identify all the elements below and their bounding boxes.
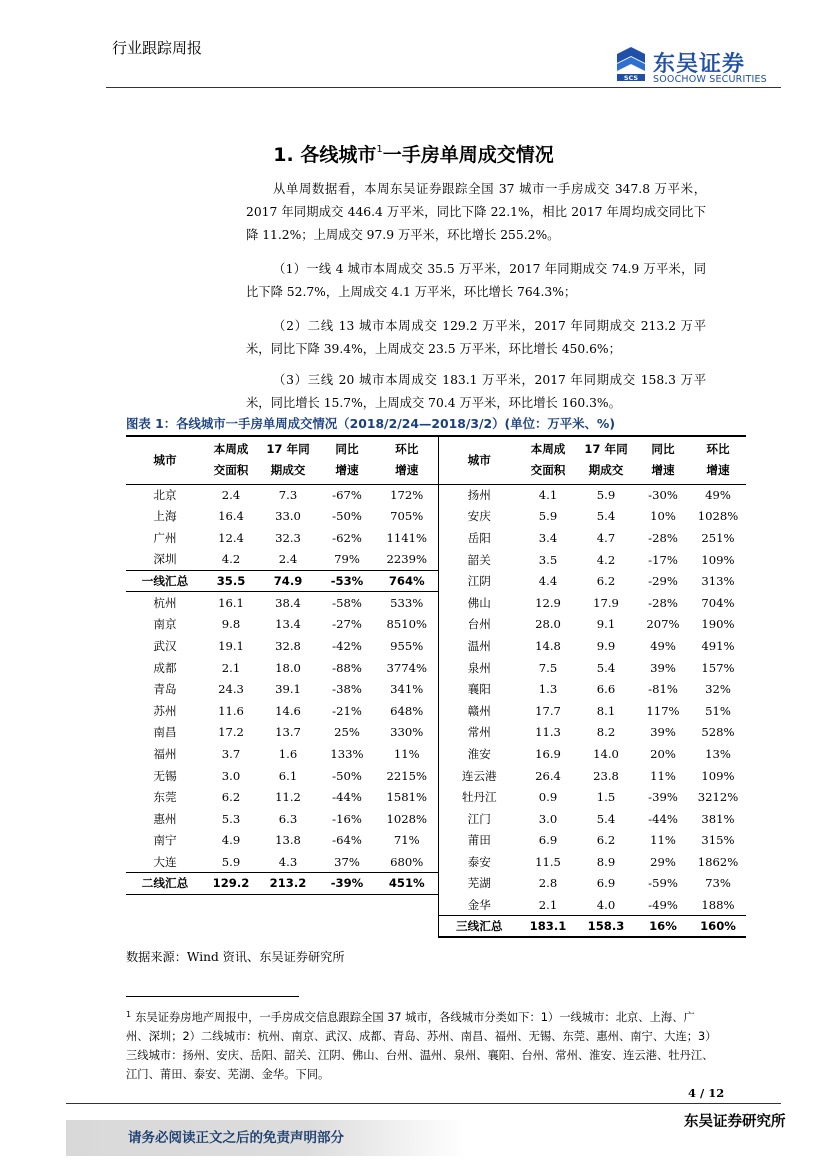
cell-prev-year: 8.2: [596, 725, 616, 740]
empty-cell: [126, 894, 204, 916]
table-row: [126, 873, 746, 895]
cell-prev-year: 14.0: [593, 746, 619, 761]
cell-city: 连云港: [461, 768, 497, 783]
footer-org: 东吴证券研究所: [684, 1114, 786, 1130]
page-number: 4 / 12: [688, 1086, 725, 1100]
cell-wow: 71%: [376, 830, 438, 852]
cell-prev-year: 6.9: [596, 876, 616, 891]
table-row: [126, 916, 746, 938]
cell-prev-year: 32.3: [275, 530, 301, 545]
cell-wow: 160%: [690, 916, 746, 938]
cell-city: 扬州: [467, 488, 491, 503]
table-row: [126, 570, 746, 592]
empty-cell: [318, 894, 376, 916]
cell-wow: 190%: [701, 617, 735, 632]
cell-yoy: -17%: [648, 552, 678, 567]
tier3-paragraph: （3）三线 20 城市本周成交 183.1 万平米，2017 年同期成交 158.3 万平米，同比增长 15.7%，上周成交 70.4 万平米，环比增长 160.3%。: [246, 373, 706, 410]
logo-name-cn: 东吴证券: [653, 52, 746, 77]
cell-city: 金华: [467, 897, 491, 912]
cell-prev-year: 8.9: [596, 854, 616, 869]
table-row: [126, 549, 746, 571]
table-row: [126, 743, 746, 765]
empty-cell: [376, 916, 438, 938]
cell-wow: 1028%: [376, 808, 438, 830]
disclaimer-text: 请务必阅读正文之后的免责声明部分: [128, 1130, 344, 1146]
cell-prev-year: 6.2: [596, 574, 616, 589]
table-row: [126, 506, 746, 528]
cell-city: 广州: [153, 530, 177, 545]
cell-area: 4.4: [538, 574, 558, 589]
cell-prev-year: 7.3: [278, 488, 298, 503]
cell-prev-year: 11.2: [275, 790, 301, 805]
cell-area: 2.1: [538, 897, 558, 912]
cell-area: 11.6: [218, 703, 244, 718]
cell-area: 5.9: [221, 854, 241, 869]
cell-city: 青岛: [153, 682, 177, 697]
cell-city: 佛山: [467, 595, 491, 610]
cell-city: 成都: [153, 660, 177, 675]
cell-yoy: 20%: [650, 746, 676, 761]
cell-city: 上海: [153, 509, 177, 524]
cell-wow: 2239%: [376, 549, 438, 571]
cell-yoy: 117%: [646, 703, 680, 718]
footnote-divider: [126, 996, 299, 997]
cell-yoy: -49%: [648, 897, 678, 912]
cell-prev-year: 9.1: [596, 617, 616, 632]
cell-area: 2.4: [221, 488, 241, 503]
cell-area: 14.8: [535, 638, 561, 653]
cell-wow: 381%: [701, 811, 735, 826]
cell-city: 无锡: [153, 768, 177, 783]
cell-yoy: -44%: [648, 811, 678, 826]
col-header-wow: 环比 增速: [376, 436, 438, 484]
table-row: [126, 765, 746, 787]
cell-prev-year: 13.4: [275, 617, 301, 632]
cell-city: 韶关: [467, 552, 491, 567]
empty-cell: [318, 916, 376, 938]
cell-yoy: -59%: [648, 876, 678, 891]
cell-prev-year: 213.2: [258, 873, 318, 895]
cell-city: 武汉: [153, 638, 177, 653]
cell-yoy: 207%: [646, 617, 680, 632]
cell-yoy: -53%: [318, 570, 376, 592]
cell-area: 3.5: [538, 552, 558, 567]
cell-yoy: 16%: [636, 916, 690, 938]
cell-area: 19.1: [218, 638, 244, 653]
cell-prev-year: 5.4: [596, 660, 616, 675]
cell-yoy: -28%: [648, 530, 678, 545]
cell-yoy: 49%: [650, 638, 676, 653]
cell-wow: 330%: [376, 722, 438, 744]
cell-prev-year: 4.2: [596, 552, 616, 567]
col-header-yoy-2: 同比 增速: [636, 436, 690, 484]
table-row: [126, 678, 746, 700]
cell-city: 安庆: [467, 509, 491, 524]
cell-prev-year: 18.0: [275, 660, 301, 675]
cell-area: 28.0: [535, 617, 561, 632]
cell-city: 深圳: [153, 552, 177, 567]
cell-prev-year: 13.8: [275, 833, 301, 848]
cell-yoy: 39%: [650, 660, 676, 675]
cell-yoy: -30%: [648, 488, 678, 503]
cell-yoy: -42%: [332, 638, 362, 653]
cell-yoy: -67%: [332, 488, 362, 503]
cell-city: 台州: [467, 617, 491, 632]
cell-city: 泉州: [467, 660, 491, 675]
cell-city: 一线汇总: [126, 570, 204, 592]
cell-prev-year: 158.3: [576, 916, 636, 938]
cell-prev-year: 6.3: [278, 811, 298, 826]
cell-prev-year: 14.6: [275, 703, 301, 718]
cell-area: 17.7: [535, 703, 561, 718]
cell-prev-year: 2.4: [278, 552, 298, 567]
cell-prev-year: 33.0: [275, 509, 301, 524]
summary-paragraph: 从单周数据看，本周东吴证券跟踪全国 37 城市一手房成交 347.8 万平米，2017 年同期成交 446.4 万平米，同比下降 22.1%，相比 2017 年周均成交同比下降 11.2%；上周成交 97.9 万平米，环比增长 255.2%。: [246, 182, 706, 242]
cell-prev-year: 1.5: [596, 790, 616, 805]
cell-yoy: 11%: [650, 833, 676, 848]
cell-prev-year: 1.6: [278, 746, 298, 761]
empty-cell: [258, 894, 318, 916]
footnote-ref[interactable]: 1: [376, 144, 383, 155]
cell-yoy: -39%: [648, 790, 678, 805]
cell-yoy: -62%: [332, 530, 362, 545]
cell-prev-year: 6.6: [596, 682, 616, 697]
cell-city: 江门: [467, 811, 491, 826]
col-header-area-2: 本周成 交面积: [520, 436, 576, 484]
cell-prev-year: 8.1: [596, 703, 616, 718]
cell-yoy: -29%: [648, 574, 678, 589]
col-header-area: 本周成 交面积: [204, 436, 258, 484]
col-header-wow-2: 环比 增速: [690, 436, 746, 484]
cell-prev-year: 9.9: [596, 638, 616, 653]
cell-wow: 1028%: [697, 509, 739, 524]
cell-city: 苏州: [153, 703, 177, 718]
cell-city: 南京: [153, 617, 177, 632]
empty-cell: [204, 894, 258, 916]
cell-area: 16.4: [218, 509, 244, 524]
cell-wow: 3774%: [376, 657, 438, 679]
cell-city: 温州: [467, 638, 491, 653]
cell-area: 4.9: [221, 833, 241, 848]
cell-prev-year: 13.7: [275, 725, 301, 740]
cell-yoy: 29%: [650, 854, 676, 869]
cell-wow: 51%: [705, 703, 731, 718]
cell-area: 4.1: [538, 488, 558, 503]
cell-wow: 73%: [705, 876, 731, 891]
cell-yoy: 39%: [650, 725, 676, 740]
cell-area: 5.9: [538, 509, 558, 524]
cell-wow: 955%: [376, 635, 438, 657]
table-row: [126, 635, 746, 657]
cell-area: 11.3: [535, 725, 561, 740]
cell-city: 赣州: [467, 703, 491, 718]
table-header-row: [126, 436, 746, 484]
cell-area: 1.3: [538, 682, 558, 697]
cell-city: 莆田: [467, 833, 491, 848]
cell-city: 南昌: [153, 725, 177, 740]
table-row: [126, 830, 746, 852]
cell-prev-year: 5.9: [596, 488, 616, 503]
cell-wow: 528%: [701, 725, 735, 740]
company-logo: [614, 45, 794, 87]
table-row: [126, 851, 746, 873]
section-title: 1. 各线城市$^1$一手房单周成交情况: [273, 144, 554, 166]
cell-yoy: -50%: [332, 768, 362, 783]
table-row: [126, 657, 746, 679]
cell-yoy: -58%: [332, 596, 362, 611]
cell-yoy: 133%: [330, 746, 364, 761]
cell-area: 6.2: [221, 790, 241, 805]
cell-city: 常州: [467, 725, 491, 740]
cell-area: 3.4: [538, 530, 558, 545]
cell-wow: 32%: [705, 682, 731, 697]
cell-yoy: -50%: [332, 509, 362, 524]
cell-wow: 3212%: [697, 790, 739, 805]
cell-yoy: 25%: [334, 725, 360, 740]
cell-area: 16.9: [535, 746, 561, 761]
cell-area: 12.9: [535, 595, 561, 610]
cell-wow: 315%: [701, 833, 735, 848]
cell-wow: 109%: [701, 768, 735, 783]
cell-wow: 764%: [376, 570, 438, 592]
header-divider: [106, 87, 781, 88]
cell-yoy: 79%: [334, 552, 360, 567]
cell-yoy: 37%: [334, 854, 360, 869]
table-row: [126, 527, 746, 549]
figure-title: 图表 1：各线城市一手房单周成交情况（2018/2/24—2018/3/2）(单位：万平米、%): [126, 416, 616, 431]
cell-area: 7.5: [538, 660, 558, 675]
cell-area: 3.7: [221, 746, 241, 761]
cell-area: 5.3: [221, 811, 241, 826]
cell-city: 北京: [153, 488, 177, 503]
table-row: [126, 786, 746, 808]
cell-area: 24.3: [218, 682, 244, 697]
cell-yoy: -44%: [332, 790, 362, 805]
cell-wow: 13%: [705, 746, 731, 761]
cell-yoy: -64%: [332, 833, 362, 848]
cell-yoy: -27%: [332, 617, 362, 632]
cell-wow: 313%: [701, 574, 735, 589]
cell-wow: 341%: [376, 678, 438, 700]
cell-area: 3.0: [538, 811, 558, 826]
empty-cell: [204, 916, 258, 938]
cell-wow: 251%: [701, 530, 735, 545]
cell-area: 26.4: [535, 768, 561, 783]
cell-prev-year: 6.2: [596, 833, 616, 848]
cell-area: 4.2: [221, 552, 241, 567]
col-header-city: 城市: [126, 436, 204, 484]
cell-city: 南宁: [153, 833, 177, 848]
cell-prev-year: 5.4: [596, 509, 616, 524]
cell-wow: 2215%: [376, 765, 438, 787]
col-header-prev-year-2: 17 年同 期成交: [576, 436, 636, 484]
cell-wow: 705%: [376, 506, 438, 528]
table-row: [126, 808, 746, 830]
table-row: [126, 592, 746, 614]
cell-prev-year: 17.9: [593, 595, 619, 610]
cell-city: 淮安: [467, 746, 491, 761]
cell-wow: 157%: [701, 660, 735, 675]
footnote: $^1$ 东吴证券房地产周报中，一手房成交信息跟踪全国 37 城市，各线城市分类如下：1）一线城市：北京、上海、广州、深圳；2）二线城市：杭州、南京、武汉、成都、青岛、苏州、南昌、福州、无锡、东莞、惠州、南宁、大连；3）三线城市：扬州、安庆、岳阳、韶关、江阴、佛山、台州、温州、泉州、襄阳、台州、常州、淮安、连云港、牡丹江、江门、莆田、泰安、芜湖、金华。下同。: [126, 1010, 714, 1081]
cell-city: 三线汇总: [438, 916, 520, 938]
table-row: [126, 700, 746, 722]
table-row: [126, 722, 746, 744]
cell-area: 11.5: [535, 854, 561, 869]
empty-cell: [126, 916, 204, 938]
cell-wow: 451%: [376, 873, 438, 895]
cell-yoy: -28%: [648, 595, 678, 610]
table-row: [126, 894, 746, 916]
cell-city: 芜湖: [467, 876, 491, 891]
scs-logo-icon: [614, 45, 648, 83]
col-header-yoy: 同比 增速: [318, 436, 376, 484]
cell-city: 牡丹江: [461, 790, 497, 805]
cell-prev-year: 32.8: [275, 638, 301, 653]
logo-name-en: SOOCHOW SECURITIES: [653, 74, 767, 85]
empty-cell: [376, 894, 438, 916]
cell-wow: 1862%: [697, 854, 739, 869]
cell-wow: 1141%: [376, 527, 438, 549]
footer-divider: [66, 1103, 781, 1104]
cell-area: 0.9: [538, 790, 558, 805]
tier1-paragraph: （1）一线 4 城市本周成交 35.5 万平米，2017 年同期成交 74.9 万平米，同比下降 52.7%，上周成交 4.1 万平米，环比增长 764.3%；: [246, 262, 706, 299]
cell-city: 大连: [153, 854, 177, 869]
cell-prev-year: 39.1: [275, 682, 301, 697]
cell-yoy: -21%: [332, 703, 362, 718]
cell-prev-year: 23.8: [593, 768, 619, 783]
svg-text:SCS: SCS: [623, 74, 639, 82]
cell-prev-year: 38.4: [275, 596, 301, 611]
cell-yoy: -16%: [332, 811, 362, 826]
cell-wow: 188%: [701, 897, 735, 912]
cell-area: 6.9: [538, 833, 558, 848]
cell-wow: 648%: [376, 700, 438, 722]
cell-city: 惠州: [153, 811, 177, 826]
cell-yoy: -81%: [648, 682, 678, 697]
cell-yoy: 10%: [650, 509, 676, 524]
cell-yoy: -88%: [332, 660, 362, 675]
cell-area: 17.2: [218, 725, 244, 740]
cell-city: 杭州: [153, 596, 177, 611]
tier2-paragraph: （2）二线 13 城市本周成交 129.2 万平米，2017 年同期成交 213.2 万平米，同比下降 39.4%，上周成交 23.5 万平米，环比增长 450.6%；: [246, 319, 706, 356]
city-transaction-table: [126, 435, 746, 938]
col-header-prev-year: 17 年同 期成交: [258, 436, 318, 484]
cell-wow: 49%: [705, 488, 731, 503]
cell-area: 35.5: [204, 570, 258, 592]
cell-wow: 533%: [376, 592, 438, 614]
cell-city: 福州: [153, 746, 177, 761]
cell-area: 2.1: [221, 660, 241, 675]
cell-city: 二线汇总: [126, 873, 204, 895]
cell-wow: 491%: [701, 638, 735, 653]
cell-yoy: -39%: [318, 873, 376, 895]
cell-prev-year: 4.3: [278, 854, 298, 869]
cell-yoy: 11%: [650, 768, 676, 783]
cell-wow: 11%: [376, 743, 438, 765]
cell-wow: 109%: [701, 552, 735, 567]
cell-prev-year: 74.9: [258, 570, 318, 592]
cell-wow: 1581%: [376, 786, 438, 808]
cell-wow: 680%: [376, 851, 438, 873]
cell-prev-year: 4.7: [596, 530, 616, 545]
cell-city: 泰安: [467, 854, 491, 869]
cell-area: 12.4: [218, 530, 244, 545]
cell-prev-year: 5.4: [596, 811, 616, 826]
cell-city: 东莞: [153, 790, 177, 805]
cell-city: 岳阳: [467, 530, 491, 545]
empty-cell: [258, 916, 318, 938]
cell-prev-year: 6.1: [278, 768, 298, 783]
cell-area: 3.0: [221, 768, 241, 783]
cell-area: 2.8: [538, 876, 558, 891]
report-type-label: 行业跟踪周报: [112, 39, 203, 57]
cell-city: 江阴: [467, 574, 491, 589]
cell-prev-year: 4.0: [596, 897, 616, 912]
cell-area: 129.2: [204, 873, 258, 895]
col-header-city-2: 城市: [438, 436, 520, 484]
table-row: [126, 614, 746, 636]
cell-wow: 8510%: [376, 614, 438, 636]
cell-area: 183.1: [520, 916, 576, 938]
cell-city: 襄阳: [467, 682, 491, 697]
cell-area: 16.1: [218, 596, 244, 611]
cell-area: 9.8: [221, 617, 241, 632]
table-row: [126, 484, 746, 506]
cell-yoy: -38%: [332, 682, 362, 697]
cell-wow: 704%: [701, 595, 735, 610]
cell-wow: 172%: [376, 484, 438, 506]
data-source: 数据来源：Wind 资讯、东吴证券研究所: [126, 950, 345, 964]
